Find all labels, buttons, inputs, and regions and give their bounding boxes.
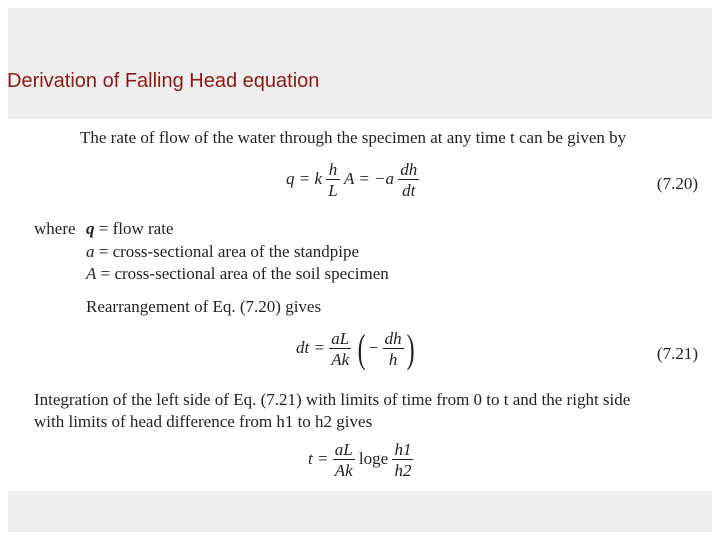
eq2-fraction-dh-over-h: [383, 330, 404, 368]
rearrange-text: Rearrangement of Eq. (7.20) gives: [86, 297, 322, 316]
eq3-frac1-den: Ak: [334, 461, 353, 480]
integration-line-2: with limits of head difference from h1 to h2 gives: [34, 412, 373, 431]
eq3-frac2-den: h2: [394, 461, 412, 480]
eq2-right-paren: ): [406, 326, 415, 371]
definition-q: [86, 219, 173, 239]
eq1-frac1-den: L: [328, 181, 338, 200]
eq1-fraction-dh-over-dt: [398, 161, 419, 199]
eq1-fraction-h-over-L: [326, 161, 339, 199]
eq1-frac1-num: h: [326, 161, 339, 180]
definition-A: [86, 264, 389, 284]
eq1-frac2-num: dh: [400, 160, 418, 179]
eq2-fraction-aL-over-Ak: [329, 330, 351, 368]
eq1-frac2-den: dt: [402, 181, 416, 200]
eq2-left-paren: (: [358, 326, 367, 371]
intro-text: The rate of flow of the water through the specimen at any time t can be given by: [80, 128, 627, 147]
definition-A-symbol: A: [86, 264, 97, 283]
equation-7-21: [296, 326, 417, 371]
eq3-fraction-h1-over-h2: [392, 441, 413, 479]
eq3-frac2-num: h1: [394, 440, 412, 459]
equation-7-20: [286, 161, 419, 199]
where-label: where: [34, 219, 76, 238]
eq1-mid: A = −a: [344, 168, 395, 188]
eq1-lhs: q = k: [286, 168, 323, 188]
eq2-lhs: dt =: [296, 337, 325, 357]
definition-a-text: = cross-sectional area of the standpipe: [98, 242, 359, 261]
content-panel: [8, 119, 712, 491]
eq2-frac1-den: Ak: [331, 350, 350, 369]
eq3-fraction-aL-over-Ak: [333, 441, 355, 479]
equation-time: [308, 441, 413, 479]
definition-a: [86, 242, 359, 262]
eq3-log: loge: [358, 448, 389, 468]
definition-q-text: = flow rate: [98, 219, 174, 238]
slide-title: Derivation of Falling Head equation: [7, 70, 320, 92]
eq2-minus: −: [368, 337, 379, 357]
eq2-frac1-num: aL: [331, 329, 350, 348]
definition-A-text: = cross-sectional area of the soil specimen: [100, 264, 389, 283]
definition-a-symbol: a: [86, 242, 95, 261]
integration-line-1: Integration of the left side of Eq. (7.21) with limits of time from 0 to t and the right side: [34, 390, 631, 409]
eq3-frac1-num: aL: [334, 440, 353, 459]
equation-number-7-20: (7.20): [656, 174, 698, 193]
equation-number-7-21: (7.21): [656, 344, 698, 363]
eq3-lhs: t =: [308, 448, 329, 468]
eq2-frac2-num: dh: [384, 329, 402, 348]
definition-q-symbol: q: [86, 219, 95, 238]
eq2-frac2-den: h: [388, 350, 398, 369]
